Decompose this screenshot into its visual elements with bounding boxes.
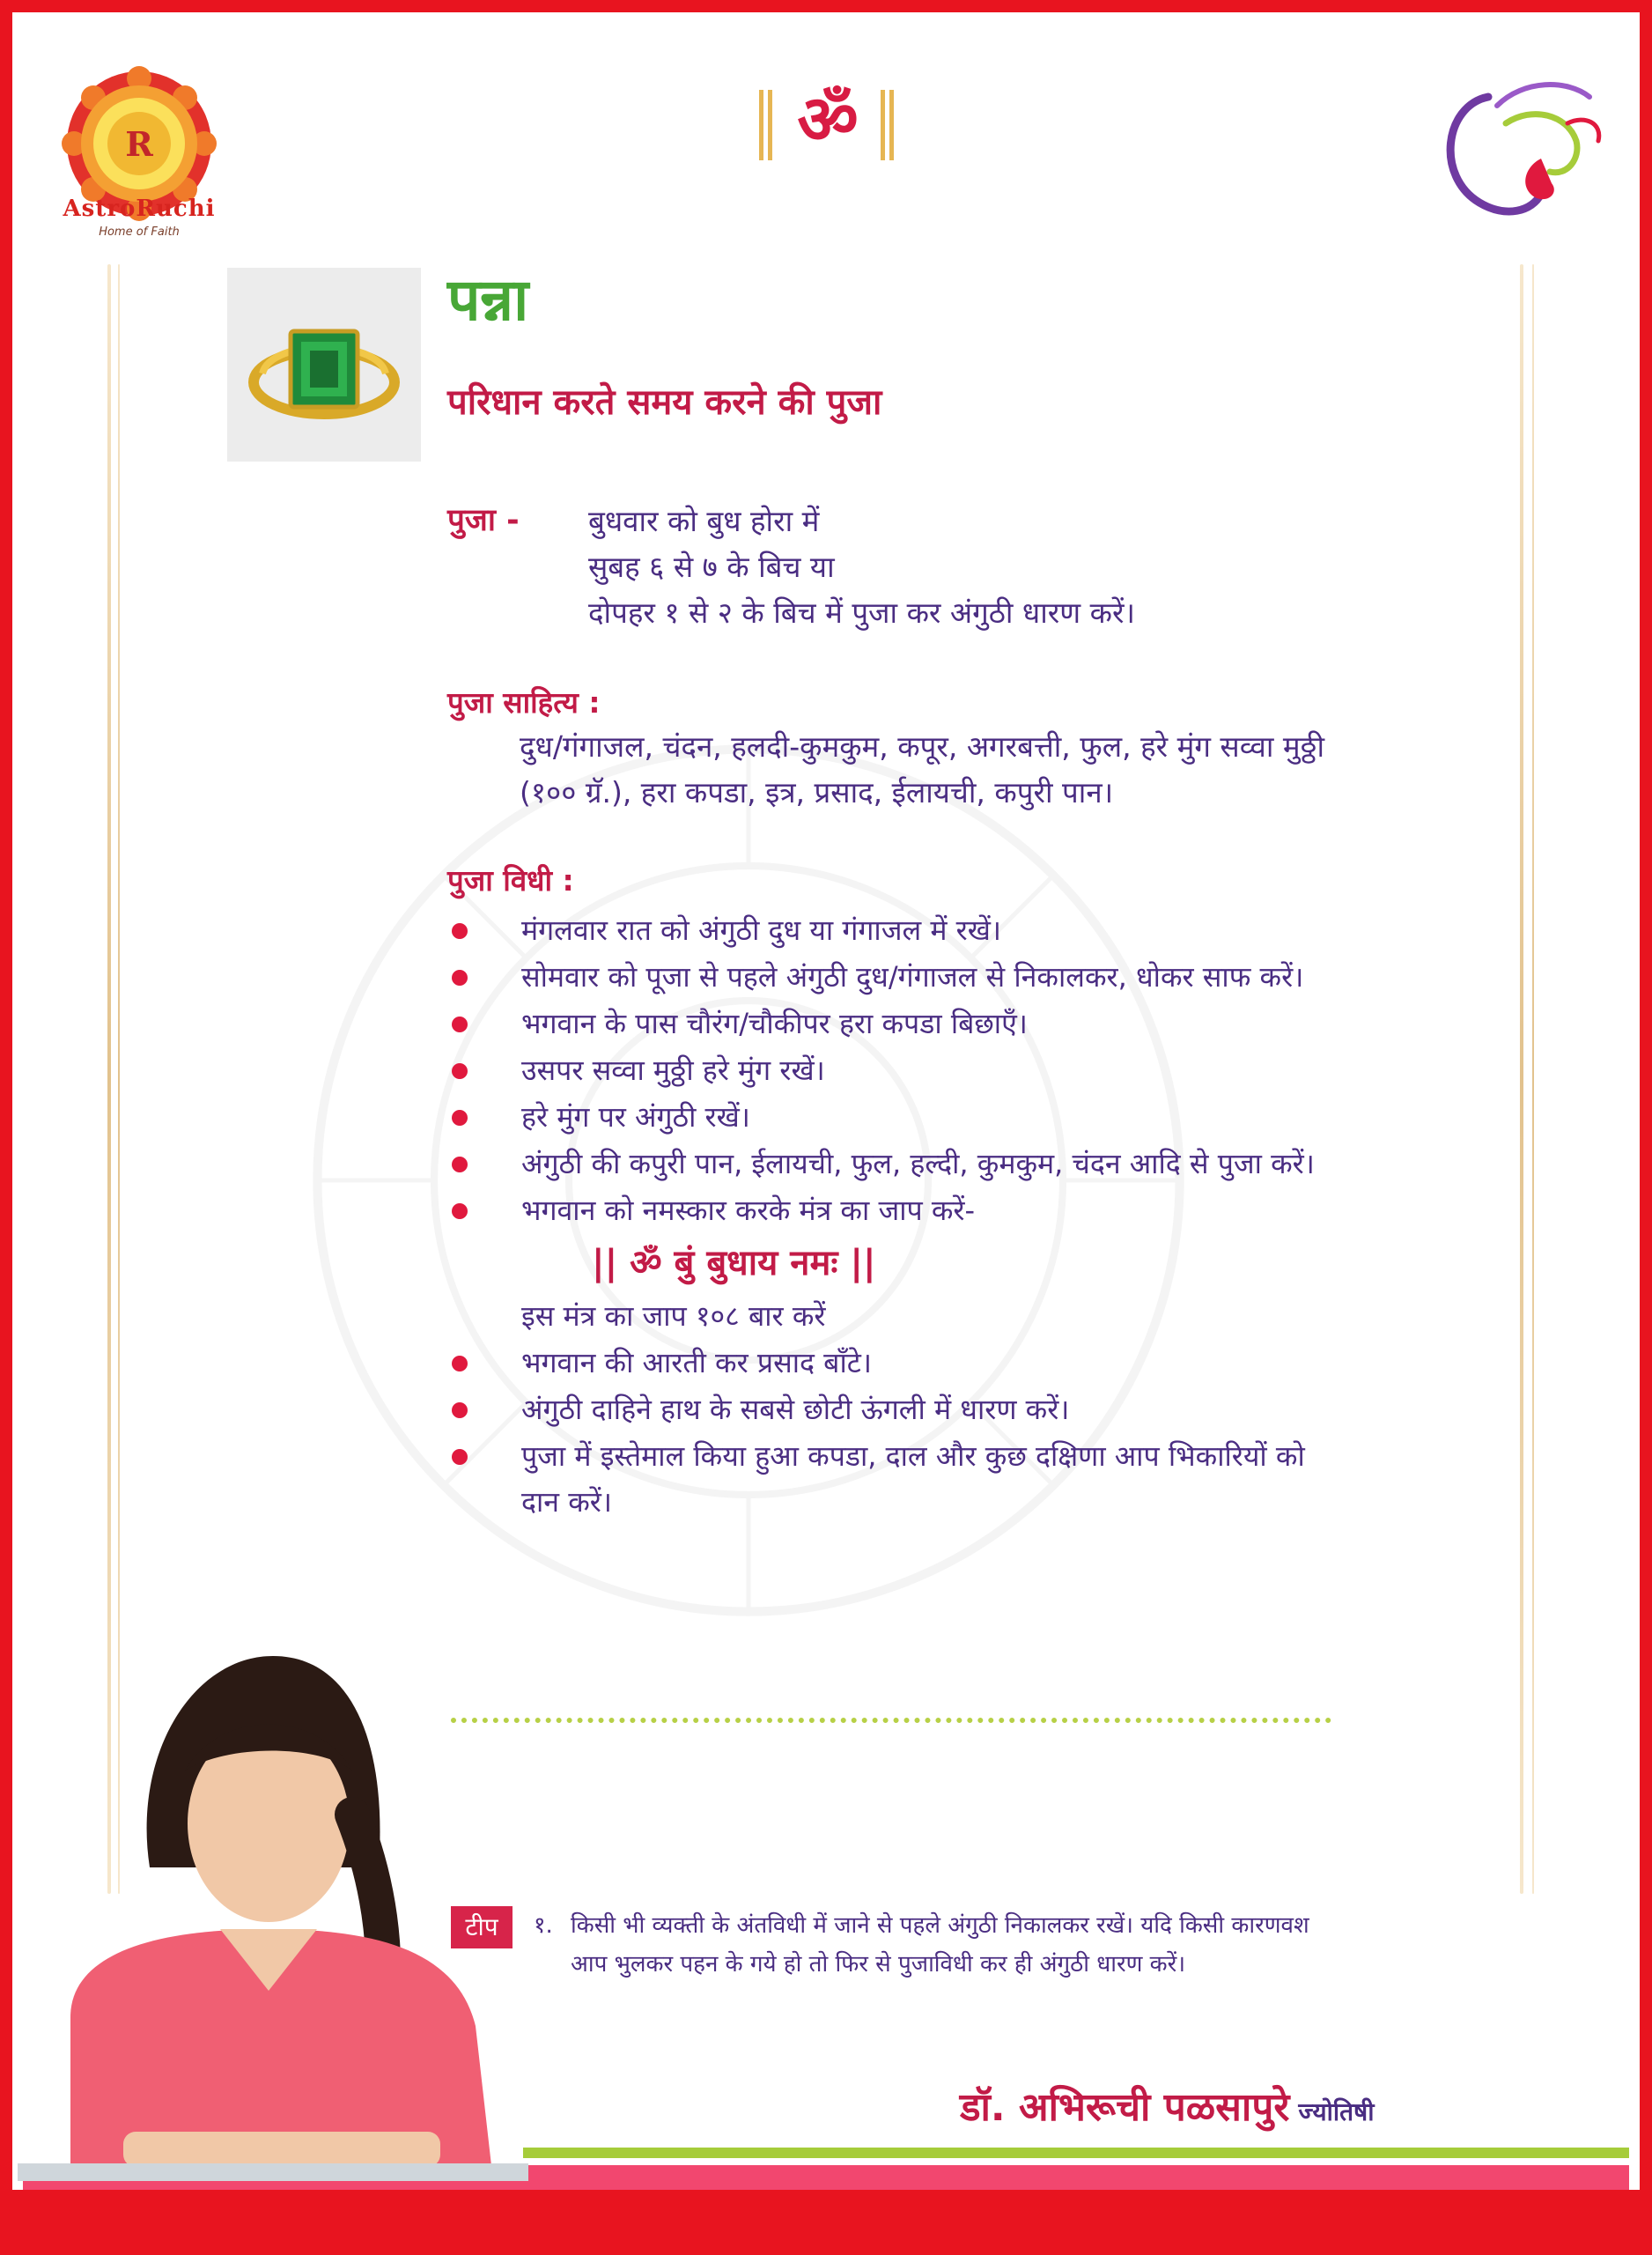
logo-wordmark: AstroRuchi (63, 196, 216, 222)
list-item: अंगुठी की कपुरी पान, ईलायची, फुल, हल्दी, कुमकुम, चंदन आदि से पुजा करें। (446, 1141, 1344, 1187)
puja-line: बुधवार को बुध होरा में (588, 504, 820, 538)
right-border-line (1520, 264, 1523, 1894)
signature (960, 2079, 1375, 2132)
gem-title: पन्ना (447, 266, 529, 334)
bullet-icon (452, 1203, 468, 1219)
bullet-icon (452, 1402, 468, 1418)
om-header (759, 81, 891, 169)
om-icon: ॐ (797, 80, 859, 159)
puja-label: पुजा - (447, 503, 520, 538)
tip-badge: टीप (451, 1906, 513, 1948)
mantra-note: इस मंत्र का जाप १०८ बार करें (521, 1299, 826, 1333)
list-item: भगवान की आरती कर प्रसाद बाँटे। (446, 1340, 1344, 1386)
emerald-ring-image (227, 268, 421, 462)
bullet-icon (452, 1157, 468, 1172)
sahitya-text: दुध/गंगाजल, चंदन, हलदी-कुमकुम, कपूर, अगरबत्ती, फुल, हरे मुंग सव्वा मुठ्ठी (१०० ग्रॅ.), हरा कपडा, इत्र, प्रसाद, ईलायची, कपुरी पान। (520, 729, 1324, 810)
list-item: उसपर सव्वा मुठ्ठी हरे मुंग रखें। (446, 1047, 1344, 1093)
right-border-line-inner (1532, 264, 1534, 1894)
puja-line: सुबह ६ से ७ के बिच या (588, 550, 835, 584)
tip-text: किसी भी व्यक्ती के अंतविधी में जाने से पहले अंगुठी निकालकर रखें। यदि किसी कारणवश आप भुलकर पहन के गये हो तो फिर से पुजाविधी कर ही अंगुठी धारण करें। (571, 1912, 1309, 1978)
vidhi-label: पुजा विधी : (447, 863, 574, 898)
sahitya-label: पुजा साहित्य : (447, 685, 601, 720)
list-item: हरे मुंग पर अंगुठी रखें। (446, 1094, 1344, 1140)
bullet-icon (452, 1063, 468, 1079)
footer-lime-strip (523, 2148, 1629, 2158)
astrologer-role: ज्योतिषी (1298, 2097, 1375, 2126)
astrologer-name: डॉ. अभिरूची पळसापुरे (960, 2085, 1290, 2130)
mantra: || ॐ बुं बुधाय नमः || (592, 1243, 876, 1283)
list-item: सोमवार को पूजा से पहले अंगुठी दुध/गंगाजल से निकालकर, धोकर साफ करें। (446, 954, 1344, 1000)
puja-timing (588, 499, 1135, 636)
svg-text:R: R (125, 124, 153, 164)
logo-tagline: Home of Faith (99, 226, 180, 239)
vidhi-list (446, 907, 1344, 1526)
tip-divider (451, 1718, 1331, 1723)
gem-subtitle: परिधान करते समय करने की पुजा (447, 382, 882, 423)
astrologer-photo (18, 1638, 528, 2181)
bullet-icon (452, 1017, 468, 1032)
tip-number: १. (534, 1912, 553, 1939)
bullet-icon (452, 1110, 468, 1126)
list-item: मंगलवार रात को अंगुठी दुध या गंगाजल में रखें। (446, 907, 1344, 953)
bullet-icon (452, 1449, 468, 1465)
list-item: पुजा में इस्तेमाल किया हुआ कपडा, दाल और कुछ दक्षिणा आप भिकारियों को दान करें। (446, 1433, 1344, 1525)
puja-line: दोपहर १ से २ के बिच में पुजा कर अंगुठी धारण करें। (588, 595, 1135, 630)
bullet-icon (452, 970, 468, 986)
footer-red-band (0, 2190, 1652, 2255)
list-item: भगवान के पास चौरंग/चौकीपर हरा कपडा बिछाएँ। (446, 1001, 1344, 1046)
list-item: भगवान को नमस्कार करके मंत्र का जाप करें- (446, 1187, 1344, 1233)
ganesha-icon (1435, 70, 1611, 229)
bullet-icon (452, 923, 468, 939)
list-item: अंगुठी दाहिने हाथ के सबसे छोटी ऊंगली में धारण करें। (446, 1386, 1344, 1432)
bullet-icon (452, 1356, 468, 1371)
